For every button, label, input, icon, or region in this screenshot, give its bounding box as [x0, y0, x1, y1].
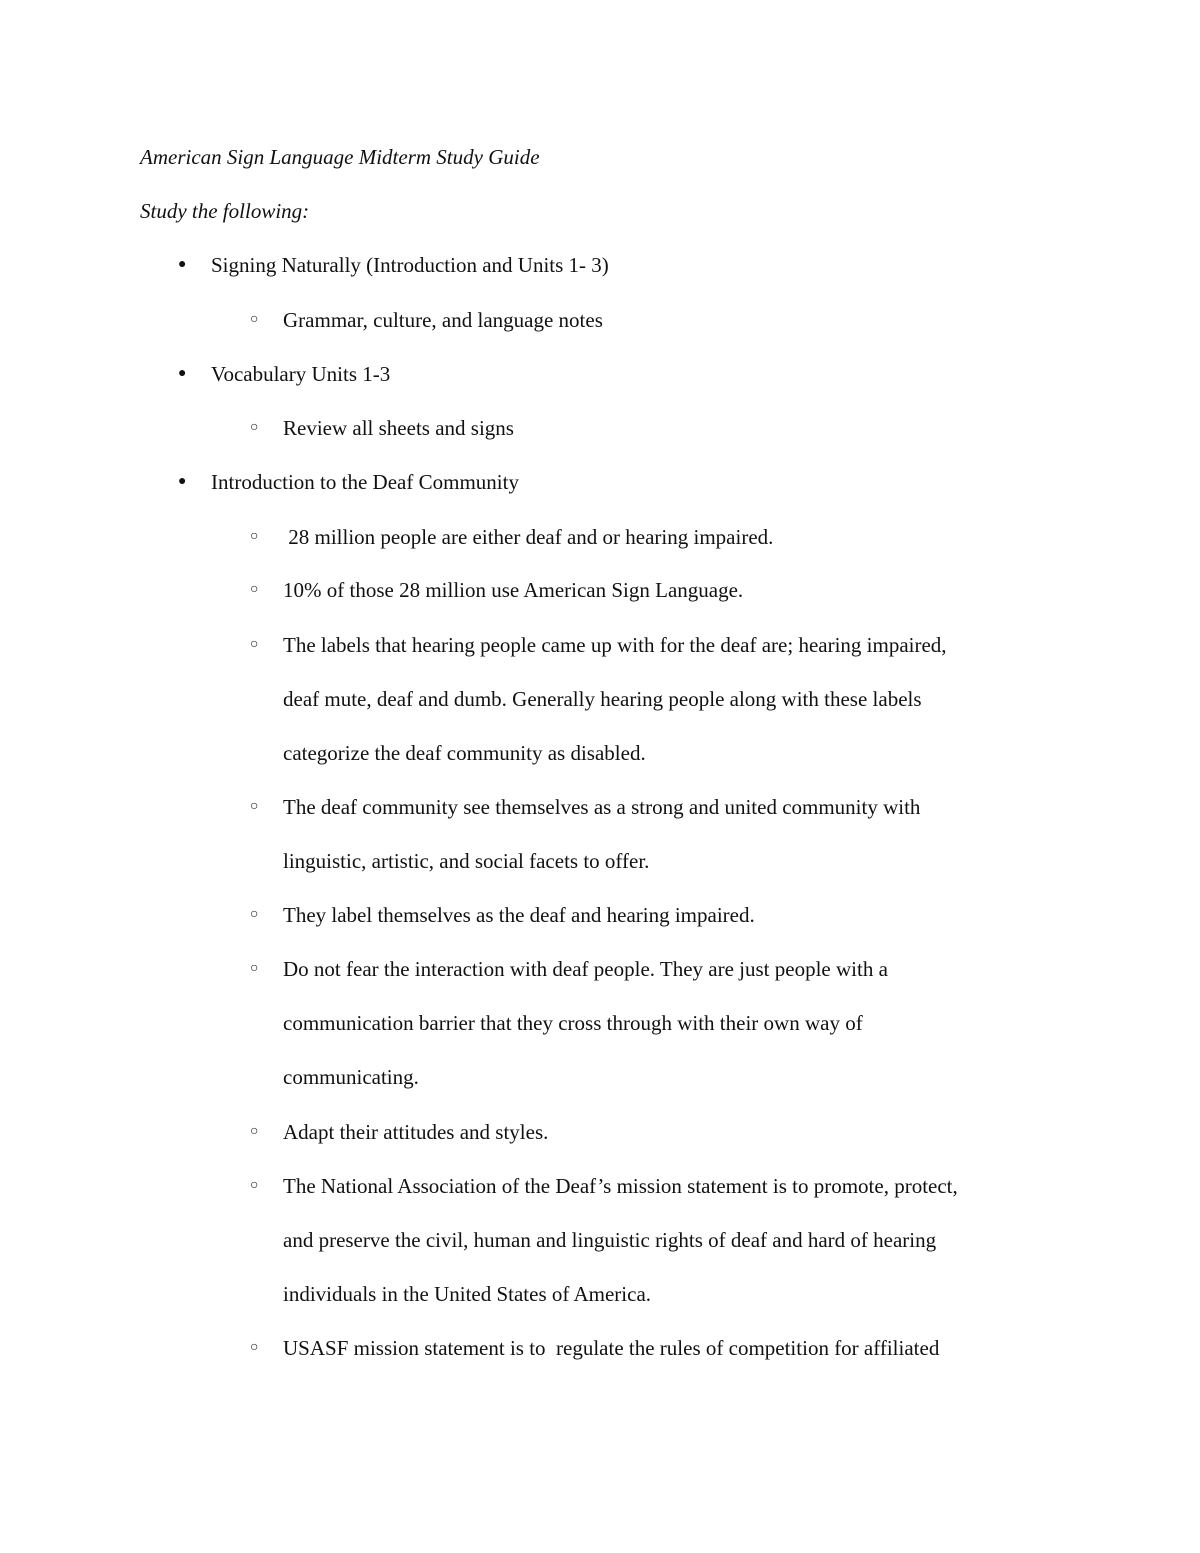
sub-list-item-continuation: and preserve the civil, human and linguistic rights of deaf and hard of hearing: [283, 1228, 937, 1252]
sub-list-item: 28 million people are either deaf and or hearing impaired.: [283, 525, 774, 549]
list-item: Introduction to the Deaf Community: [211, 470, 519, 494]
sub-list-item-continuation: communication barrier that they cross through with their own way of: [283, 1011, 863, 1035]
list-item: Vocabulary Units 1-3: [211, 362, 391, 386]
hollow-bullet-icon: ○: [250, 799, 259, 814]
filled-bullet-icon: ●: [178, 474, 187, 489]
hollow-bullet-icon: ○: [250, 907, 259, 922]
filled-bullet-icon: ●: [178, 257, 187, 272]
hollow-bullet-icon: ○: [250, 582, 259, 597]
sub-list-item-continuation: individuals in the United States of America.: [283, 1282, 652, 1306]
sub-list-item: Adapt their attitudes and styles.: [283, 1120, 549, 1144]
sub-list-item-continuation: categorize the deaf community as disabled.: [283, 741, 646, 765]
sub-list-item: Do not fear the interaction with deaf people. They are just people with a: [283, 957, 888, 981]
sub-list-item: They label themselves as the deaf and hearing impaired.: [283, 903, 755, 927]
hollow-bullet-icon: ○: [250, 1124, 259, 1139]
hollow-bullet-icon: ○: [250, 1178, 259, 1193]
hollow-bullet-icon: ○: [250, 637, 259, 652]
sub-list-item-continuation: communicating.: [283, 1065, 419, 1089]
sub-list-item: The National Association of the Deaf’s mission statement is to promote, protect,: [283, 1174, 958, 1198]
intro-text: Study the following:: [140, 199, 310, 223]
sub-list-item-continuation: linguistic, artistic, and social facets to offer.: [283, 849, 650, 873]
hollow-bullet-icon: ○: [250, 1340, 259, 1355]
sub-list-item: The labels that hearing people came up with for the deaf are; hearing impaired,: [283, 633, 947, 657]
sub-list-item-continuation: deaf mute, deaf and dumb. Generally hearing people along with these labels: [283, 687, 922, 711]
hollow-bullet-icon: ○: [250, 312, 259, 327]
sub-list-item: Review all sheets and signs: [283, 416, 514, 440]
filled-bullet-icon: ●: [178, 366, 187, 381]
page-title: American Sign Language Midterm Study Guide: [140, 145, 540, 169]
sub-list-item: USASF mission statement is to regulate the rules of competition for affiliated: [283, 1336, 940, 1360]
sub-list-item: Grammar, culture, and language notes: [283, 308, 603, 332]
hollow-bullet-icon: ○: [250, 420, 259, 435]
hollow-bullet-icon: ○: [250, 961, 259, 976]
hollow-bullet-icon: ○: [250, 529, 259, 544]
sub-list-item: 10% of those 28 million use American Sign Language.: [283, 578, 744, 602]
sub-list-item: The deaf community see themselves as a strong and united community with: [283, 795, 921, 819]
list-item: Signing Naturally (Introduction and Units 1- 3): [211, 253, 609, 277]
